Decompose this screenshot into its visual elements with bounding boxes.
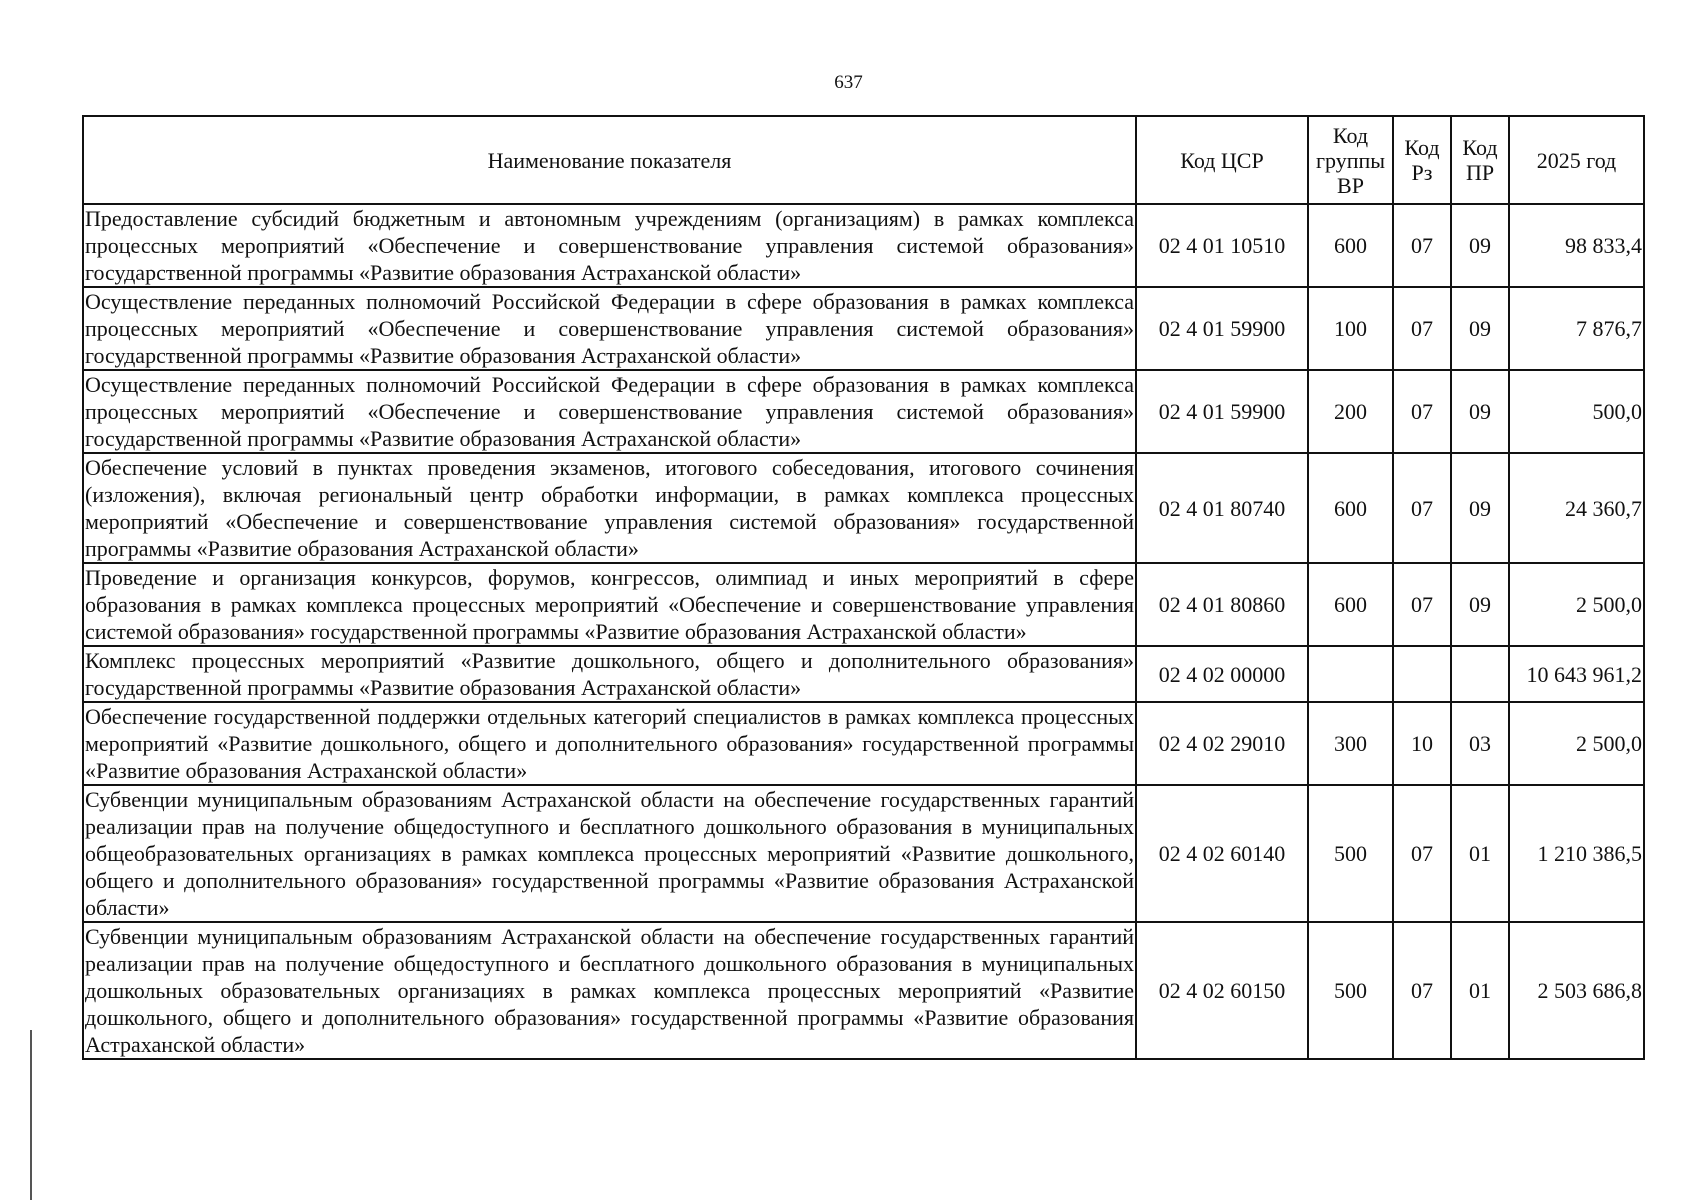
row-name: Обеспечение государственной поддержки отдельных категорий специалистов в рамках комплекса процессных мероприятий «Развитие дошкольного, общего и дополнительного образования» государственной программы «Развитие образования Астраханской области» xyxy=(85,704,1134,783)
row-rz-code: 07 xyxy=(1393,922,1451,1059)
header-csr: Код ЦСР xyxy=(1136,116,1308,204)
row-csr-code: 02 4 01 59900 xyxy=(1136,287,1308,370)
row-vr-code: 500 xyxy=(1308,785,1393,922)
row-vr-code: 500 xyxy=(1308,922,1393,1059)
row-rz-code: 07 xyxy=(1393,453,1451,563)
row-amount: 24 360,7 xyxy=(1509,453,1644,563)
row-amount: 2 503 686,8 xyxy=(1509,922,1644,1059)
row-rz-code: 07 xyxy=(1393,563,1451,646)
row-amount: 7 876,7 xyxy=(1509,287,1644,370)
row-name: Субвенции муниципальным образованиям Астраханской области на обеспечение государственных гарантий реализации прав на получение общедоступного и бесплатного дошкольного образования в муниципальных дошкольных образовательных организациях в рамках комплекса процессных мероприятий «Развитие дошкольного, общего и дополнительного образования» государственной программы «Развитие образования Астраханской области» xyxy=(85,924,1134,1057)
row-vr-code: 300 xyxy=(1308,702,1393,785)
row-csr-code: 02 4 01 80860 xyxy=(1136,563,1308,646)
page-number: 637 xyxy=(834,72,863,93)
row-vr-code xyxy=(1308,646,1393,702)
row-csr-code: 02 4 01 59900 xyxy=(1136,370,1308,453)
row-name: Обеспечение условий в пунктах проведения экзаменов, итогового собеседования, итогового сочинения (изложения), включая региональный центр обработки информации, в рамках комплекса процессных мероприятий «Обеспечение и совершенствование управления системой образования» государственной программы «Развитие образования Астраханской области» xyxy=(85,455,1134,561)
row-rz-code xyxy=(1393,646,1451,702)
table-row xyxy=(83,702,1644,785)
table-header-row xyxy=(83,116,1644,204)
header-name: Наименование показателя xyxy=(83,116,1136,204)
row-rz-code: 07 xyxy=(1393,287,1451,370)
row-pr-code: 01 xyxy=(1451,922,1509,1059)
row-csr-code: 02 4 02 00000 xyxy=(1136,646,1308,702)
row-vr-code: 200 xyxy=(1308,370,1393,453)
row-name: Предоставление субсидий бюджетным и автономным учреждениям (организациям) в рамках комплекса процессных мероприятий «Обеспечение и совершенствование управления системой образования» государственной программы «Развитие образования Астраханской области» xyxy=(85,206,1134,285)
row-rz-code: 07 xyxy=(1393,370,1451,453)
table-row xyxy=(83,563,1644,646)
row-rz-code: 10 xyxy=(1393,702,1451,785)
row-csr-code: 02 4 01 80740 xyxy=(1136,453,1308,563)
header-pr: Код ПР xyxy=(1451,116,1509,204)
header-vr: Код группы ВР xyxy=(1308,116,1393,204)
row-vr-code: 100 xyxy=(1308,287,1393,370)
row-csr-code: 02 4 02 60150 xyxy=(1136,922,1308,1059)
row-pr-code: 09 xyxy=(1451,287,1509,370)
row-vr-code: 600 xyxy=(1308,563,1393,646)
row-pr-code: 01 xyxy=(1451,785,1509,922)
row-pr-code: 09 xyxy=(1451,563,1509,646)
scan-edge-line xyxy=(30,1030,32,1200)
row-amount: 98 833,4 xyxy=(1509,204,1644,287)
row-rz-code: 07 xyxy=(1393,785,1451,922)
row-name: Осуществление переданных полномочий Российской Федерации в сфере образования в рамках комплекса процессных мероприятий «Обеспечение и совершенствование управления системой образования» государственной программы «Развитие образования Астраханской области» xyxy=(85,372,1134,451)
row-pr-code: 09 xyxy=(1451,204,1509,287)
row-amount: 2 500,0 xyxy=(1509,563,1644,646)
row-csr-code: 02 4 02 29010 xyxy=(1136,702,1308,785)
row-vr-code: 600 xyxy=(1308,204,1393,287)
table-row xyxy=(83,287,1644,370)
table-row xyxy=(83,646,1644,702)
row-pr-code: 03 xyxy=(1451,702,1509,785)
row-name: Комплекс процессных мероприятий «Развитие дошкольного, общего и дополнительного образования» государственной программы «Развитие образования Астраханской области» xyxy=(85,648,1134,700)
table-row xyxy=(83,922,1644,1059)
table-row xyxy=(83,453,1644,563)
table-row xyxy=(83,785,1644,922)
row-pr-code xyxy=(1451,646,1509,702)
row-name: Осуществление переданных полномочий Российской Федерации в сфере образования в рамках комплекса процессных мероприятий «Обеспечение и совершенствование управления системой образования» государственной программы «Развитие образования Астраханской области» xyxy=(85,289,1134,368)
row-name: Субвенции муниципальным образованиям Астраханской области на обеспечение государственных гарантий реализации прав на получение общедоступного и бесплатного дошкольного образования в муниципальных общеобразовательных организациях в рамках комплекса процессных мероприятий «Развитие дошкольного, общего и дополнительного образования» государственной программы «Развитие образования Астраханской области» xyxy=(85,787,1134,920)
header-rz: Код Рз xyxy=(1393,116,1451,204)
row-csr-code: 02 4 01 10510 xyxy=(1136,204,1308,287)
row-csr-code: 02 4 02 60140 xyxy=(1136,785,1308,922)
row-amount: 500,0 xyxy=(1509,370,1644,453)
row-pr-code: 09 xyxy=(1451,370,1509,453)
table-row xyxy=(83,370,1644,453)
row-vr-code: 600 xyxy=(1308,453,1393,563)
header-amount: 2025 год xyxy=(1509,116,1644,204)
row-name: Проведение и организация конкурсов, форумов, конгрессов, олимпиад и иных мероприятий в сфере образования в рамках комплекса процессных мероприятий «Обеспечение и совершенствование управления системой образования» государственной программы «Развитие образования Астраханской области» xyxy=(85,565,1134,644)
row-pr-code: 09 xyxy=(1451,453,1509,563)
row-rz-code: 07 xyxy=(1393,204,1451,287)
budget-table xyxy=(82,115,1645,1060)
table-row xyxy=(83,204,1644,287)
row-amount: 10 643 961,2 xyxy=(1509,646,1644,702)
row-amount: 1 210 386,5 xyxy=(1509,785,1644,922)
row-amount: 2 500,0 xyxy=(1509,702,1644,785)
